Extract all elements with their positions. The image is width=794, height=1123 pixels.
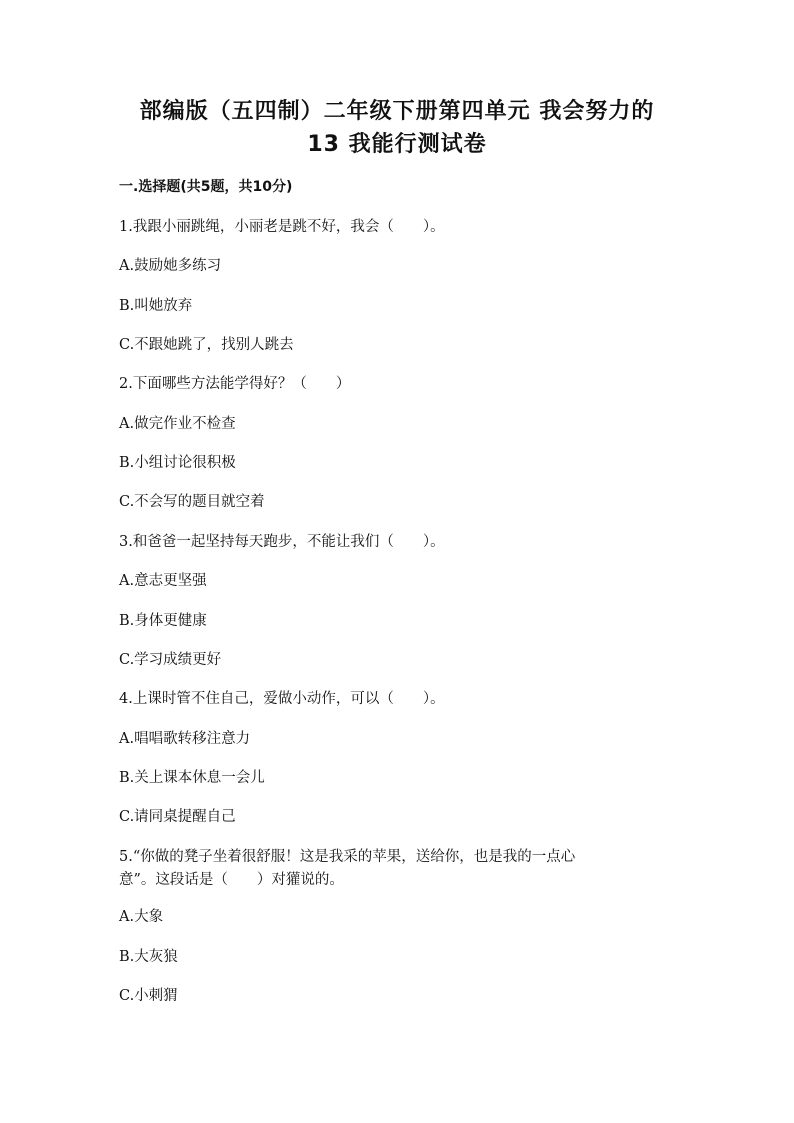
question-5-option-c: C.小刺猬 (119, 988, 178, 1004)
document-title-line1: 部编版（五四制）二年级下册第四单元 我会努力的 (139, 99, 655, 124)
question-5-option-b: B.大灰狼 (119, 949, 178, 965)
question-1-option-c: C.不跟她跳了，找别人跳去 (119, 337, 294, 353)
question-4-stem: 4.上课时管不住自己，爱做小动作，可以（ ）。 (119, 691, 445, 707)
question-2-stem: 2.下面哪些方法能学得好？（ ） (119, 376, 351, 392)
question-3-option-a: A.意志更坚强 (119, 573, 207, 589)
question-1-option-a: A.鼓励她多练习 (119, 258, 222, 274)
question-5-option-a: A.大象 (119, 909, 164, 925)
question-1-stem: 1.我跟小丽跳绳，小丽老是跳不好，我会（ ）。 (119, 219, 445, 235)
question-4-option-b: B.关上课本休息一会儿 (119, 770, 265, 786)
document-title-line2: 13 我能行测试卷 (307, 132, 487, 157)
question-3-option-b: B.身体更健康 (119, 613, 207, 629)
question-2-option-a: A.做完作业不检查 (119, 416, 236, 432)
question-3-option-c: C.学习成绩更好 (119, 652, 222, 668)
section-heading: 一.选择题(共5题，共10分) (119, 179, 293, 195)
question-1-option-b: B.叫她放弃 (119, 298, 193, 314)
question-2-option-c: C.不会写的题目就空着 (119, 494, 265, 510)
question-4-option-c: C.请同桌提醒自己 (119, 809, 236, 825)
question-2-option-b: B.小组讨论很积极 (119, 455, 236, 471)
question-5-stem-line1: 5.“你做的凳子坐着很舒服！这是我采的苹果，送给你，也是我的一点心 (119, 849, 576, 865)
question-4-option-a: A.唱唱歌转移注意力 (119, 731, 251, 747)
question-5-stem-line2: 意”。这段话是（ ）对獾说的。 (119, 872, 344, 888)
question-3-stem: 3.和爸爸一起坚持每天跑步，不能让我们（ ）。 (119, 534, 445, 550)
